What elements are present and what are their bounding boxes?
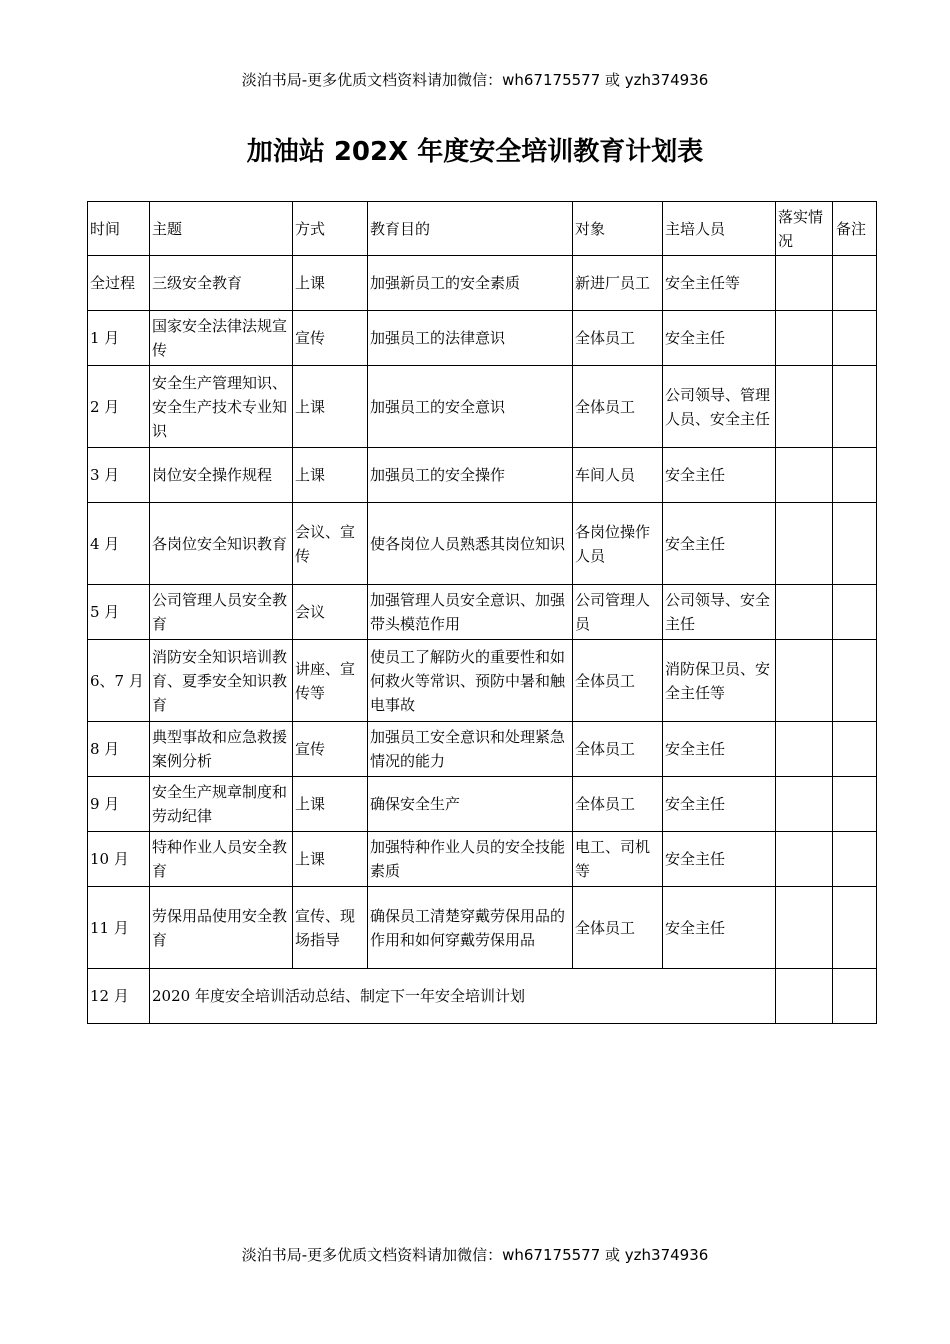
- cell-goal: 加强新员工的安全素质: [368, 256, 573, 311]
- cell-goal: 加强员工的安全操作: [368, 448, 573, 503]
- table-header-row: [88, 202, 877, 256]
- cell-audience: 新进厂员工: [573, 256, 663, 311]
- cell-notes: [833, 832, 877, 887]
- cell-status: [776, 832, 833, 887]
- cell-topic: 安全生产规章制度和劳动纪律: [150, 777, 293, 832]
- cell-goal: 确保安全生产: [368, 777, 573, 832]
- page-title: 加油站 202X 年度安全培训教育计划表: [246, 137, 704, 167]
- cell-method: 上课: [293, 366, 368, 448]
- cell-status: [776, 311, 833, 366]
- cell-time: 10 月: [88, 832, 150, 887]
- table-row: [88, 256, 877, 311]
- cell-notes: [833, 887, 877, 969]
- table-row: [88, 585, 877, 640]
- cell-notes: [833, 448, 877, 503]
- cell-status: [776, 503, 833, 585]
- cell-goal: 加强特种作业人员的安全技能素质: [368, 832, 573, 887]
- cell-trainer: 安全主任: [663, 832, 776, 887]
- cell-trainer: 公司领导、管理人员、安全主任: [663, 366, 776, 448]
- table-row: [88, 722, 877, 777]
- training-plan-table: [87, 201, 877, 1024]
- cell-status: [776, 448, 833, 503]
- cell-time: 9 月: [88, 777, 150, 832]
- header-trainer: 主培人员: [663, 202, 776, 256]
- cell-topic: 消防安全知识培训教育、夏季安全知识教育: [150, 640, 293, 722]
- cell-audience: 各岗位操作人员: [573, 503, 663, 585]
- cell-notes: [833, 503, 877, 585]
- table-row: [88, 448, 877, 503]
- cell-goal: 使员工了解防火的重要性和如何救火等常识、预防中暑和触电事故: [368, 640, 573, 722]
- cell-status: [776, 777, 833, 832]
- cell-method: 上课: [293, 448, 368, 503]
- cell-trainer: 公司领导、安全主任: [663, 585, 776, 640]
- cell-method: 宣传、现场指导: [293, 887, 368, 969]
- cell-notes: [833, 311, 877, 366]
- cell-trainer: 消防保卫员、安全主任等: [663, 640, 776, 722]
- header-audience: 对象: [573, 202, 663, 256]
- cell-notes: [833, 969, 877, 1024]
- table-row: [88, 311, 877, 366]
- header-time: 时间: [88, 202, 150, 256]
- cell-topic: 三级安全教育: [150, 256, 293, 311]
- table-row: [88, 503, 877, 585]
- cell-goal: 加强员工安全意识和处理紧急情况的能力: [368, 722, 573, 777]
- cell-audience: 全体员工: [573, 887, 663, 969]
- header-status: 落实情况: [776, 202, 833, 256]
- cell-goal: 确保员工清楚穿戴劳保用品的作用和如何穿戴劳保用品: [368, 887, 573, 969]
- cell-time: 8 月: [88, 722, 150, 777]
- cell-goal: 加强员工的安全意识: [368, 366, 573, 448]
- cell-audience: 公司管理人员: [573, 585, 663, 640]
- cell-method: 宣传: [293, 722, 368, 777]
- cell-trainer: 安全主任: [663, 311, 776, 366]
- table-row: [88, 366, 877, 448]
- cell-trainer: 安全主任等: [663, 256, 776, 311]
- cell-method: 会议、宣传: [293, 503, 368, 585]
- cell-status: [776, 366, 833, 448]
- cell-notes: [833, 640, 877, 722]
- cell-audience: 全体员工: [573, 640, 663, 722]
- cell-audience: 电工、司机等: [573, 832, 663, 887]
- cell-method: 宣传: [293, 311, 368, 366]
- table-row: [88, 777, 877, 832]
- cell-notes: [833, 256, 877, 311]
- cell-summary: 2020 年度安全培训活动总结、制定下一年安全培训计划: [150, 969, 776, 1024]
- cell-time: 全过程: [88, 256, 150, 311]
- cell-status: [776, 585, 833, 640]
- cell-trainer: 安全主任: [663, 722, 776, 777]
- cell-time: 4 月: [88, 503, 150, 585]
- cell-topic: 各岗位安全知识教育: [150, 503, 293, 585]
- cell-topic: 特种作业人员安全教育: [150, 832, 293, 887]
- cell-method: 上课: [293, 777, 368, 832]
- cell-method: 讲座、宣传等: [293, 640, 368, 722]
- cell-goal: 加强员工的法律意识: [368, 311, 573, 366]
- cell-goal: 加强管理人员安全意识、加强带头模范作用: [368, 585, 573, 640]
- cell-time: 1 月: [88, 311, 150, 366]
- cell-time: 3 月: [88, 448, 150, 503]
- cell-status: [776, 887, 833, 969]
- cell-audience: 全体员工: [573, 777, 663, 832]
- cell-topic: 劳保用品使用安全教育: [150, 887, 293, 969]
- header-note: 淡泊书局-更多优质文档资料请加微信：wh67175577 或 yzh374936: [241, 71, 709, 89]
- cell-status: [776, 256, 833, 311]
- header-topic: 主题: [150, 202, 293, 256]
- header-method: 方式: [293, 202, 368, 256]
- cell-topic: 典型事故和应急救援案例分析: [150, 722, 293, 777]
- cell-time: 5 月: [88, 585, 150, 640]
- header-notes: 备注: [833, 202, 877, 256]
- table-body: [88, 202, 877, 1024]
- cell-audience: 全体员工: [573, 311, 663, 366]
- cell-trainer: 安全主任: [663, 503, 776, 585]
- cell-notes: [833, 366, 877, 448]
- cell-trainer: 安全主任: [663, 887, 776, 969]
- cell-topic: 国家安全法律法规宣传: [150, 311, 293, 366]
- cell-notes: [833, 777, 877, 832]
- cell-audience: 车间人员: [573, 448, 663, 503]
- cell-method: 上课: [293, 256, 368, 311]
- cell-notes: [833, 585, 877, 640]
- footer-note: 淡泊书局-更多优质文档资料请加微信：wh67175577 或 yzh374936: [241, 1246, 709, 1264]
- cell-time: 6、7 月: [88, 640, 150, 722]
- table-row-summary: [88, 969, 877, 1024]
- cell-method: 会议: [293, 585, 368, 640]
- cell-audience: 全体员工: [573, 366, 663, 448]
- cell-topic: 公司管理人员安全教育: [150, 585, 293, 640]
- cell-topic: 岗位安全操作规程: [150, 448, 293, 503]
- cell-method: 上课: [293, 832, 368, 887]
- cell-audience: 全体员工: [573, 722, 663, 777]
- table-row: [88, 887, 877, 969]
- cell-time: 11 月: [88, 887, 150, 969]
- cell-trainer: 安全主任: [663, 448, 776, 503]
- table-row: [88, 832, 877, 887]
- table-row: [88, 640, 877, 722]
- cell-status: [776, 969, 833, 1024]
- cell-status: [776, 722, 833, 777]
- cell-goal: 使各岗位人员熟悉其岗位知识: [368, 503, 573, 585]
- cell-notes: [833, 722, 877, 777]
- cell-status: [776, 640, 833, 722]
- cell-time: 2 月: [88, 366, 150, 448]
- cell-topic: 安全生产管理知识、安全生产技术专业知识: [150, 366, 293, 448]
- cell-time: 12 月: [88, 969, 150, 1024]
- header-goal: 教育目的: [368, 202, 573, 256]
- cell-trainer: 安全主任: [663, 777, 776, 832]
